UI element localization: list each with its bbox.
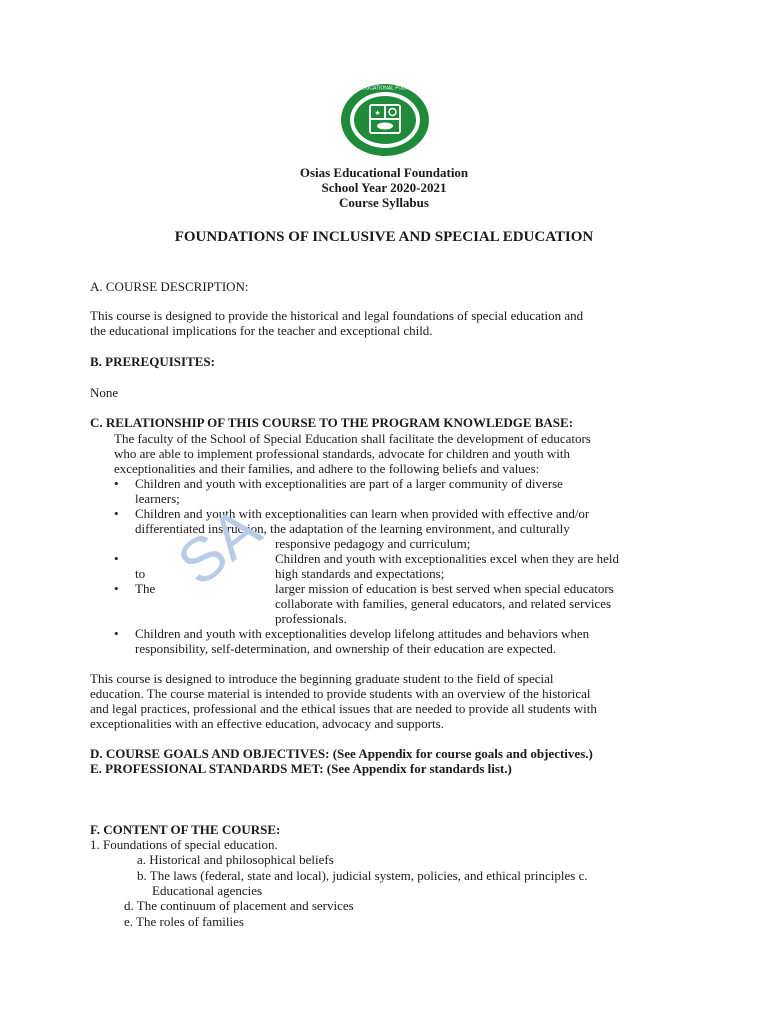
- bullet-2-line-3: responsive pedagogy and curriculum;: [275, 536, 471, 551]
- bullet-4-line-3: professionals.: [275, 611, 347, 626]
- section-f-heading: F. CONTENT OF THE COURSE:: [90, 822, 281, 837]
- content-item-b: b. The laws (federal, state and local), judicial system, policies, and ethical principles c.: [137, 868, 588, 883]
- section-b-heading: B. PREREQUISITES:: [90, 354, 215, 369]
- section-c-closing-4: exceptionalities with an effective education, advocacy and supports.: [90, 716, 444, 731]
- content-item-d: d. The continuum of placement and services: [124, 898, 354, 913]
- section-a-text-1: This course is designed to provide the historical and legal foundations of special education and: [90, 308, 584, 323]
- school-year: School Year 2020-2021: [321, 180, 447, 195]
- bullet-1-line-1: Children and youth with exceptionalities are part of a larger community of diverse: [135, 476, 563, 491]
- bullet-5-line-1: Children and youth with exceptionalities develop lifelong attitudes and behaviors when: [135, 626, 590, 641]
- content-item-a: a. Historical and philosophical beliefs: [137, 852, 334, 867]
- foundation-seal-logo: [339, 82, 431, 158]
- bullet-1-line-2: learners;: [135, 491, 180, 506]
- bullet-marker: •: [114, 476, 119, 491]
- section-c-closing-3: and legal practices, professional and the ethical issues that are needed to provide all students with: [90, 701, 597, 716]
- svg-text:★: ★: [374, 109, 381, 117]
- logo-text: OSIAS EDUCATIONAL FOUNDATION: [342, 85, 428, 92]
- org-name: Osias Educational Foundation: [299, 165, 469, 180]
- section-a-heading: A. COURSE DESCRIPTION:: [90, 279, 249, 294]
- sample-watermark: SA: [165, 493, 274, 600]
- bullet-3-to: to: [135, 566, 146, 581]
- bullet-4-line-2: collaborate with families, general educators, and related services: [275, 596, 612, 611]
- bullet-marker: •: [114, 506, 119, 521]
- bullet-marker: •: [114, 581, 119, 596]
- bullet-4-the: The: [135, 581, 156, 596]
- content-item-1: 1. Foundations of special education.: [90, 837, 278, 852]
- section-c-closing-2: education. The course material is intended to provide students with an overview of the historical: [90, 686, 591, 701]
- bullet-marker: •: [114, 551, 119, 566]
- bullet-marker: •: [114, 626, 119, 641]
- doc-type: Course Syllabus: [339, 195, 429, 210]
- content-item-b-cont: Educational agencies: [152, 883, 263, 898]
- content-item-e: e. The roles of families: [124, 914, 244, 929]
- section-d-line: D. COURSE GOALS AND OBJECTIVES: (See Appendix for course goals and objectives.): [90, 746, 593, 761]
- section-e-line: E. PROFESSIONAL STANDARDS MET: (See Appendix for standards list.): [90, 761, 512, 776]
- bullet-5-line-2: responsibility, self-determination, and ownership of their education are expected.: [135, 641, 557, 656]
- section-c-heading: C. RELATIONSHIP OF THIS COURSE TO THE PROGRAM KNOWLEDGE BASE:: [90, 415, 574, 430]
- section-c-intro-3: exceptionalities and their families, and adhere to the following beliefs and values:: [114, 461, 540, 476]
- page-title: FOUNDATIONS OF INCLUSIVE AND SPECIAL EDUCATION: [174, 229, 594, 245]
- section-a-text-2: the educational implications for the teacher and exceptional child.: [90, 323, 433, 338]
- bullet-4-line-1: larger mission of education is best served when special educators: [275, 581, 614, 596]
- section-c-intro-1: The faculty of the School of Special Education shall facilitate the development of educators: [114, 431, 591, 446]
- section-c-intro-2: who are able to implement professional standards, advocate for children and youth with: [114, 446, 570, 461]
- bullet-3-line-1: Children and youth with exceptionalities excel when they are held: [275, 551, 620, 566]
- section-c-closing-1: This course is designed to introduce the beginning graduate student to the field of special: [90, 671, 554, 686]
- bullet-2-line-1: Children and youth with exceptionalities can learn when provided with effective and/or: [135, 506, 590, 521]
- section-b-text: None: [90, 385, 119, 400]
- bullet-2-line-2: differentiated instruction, the adaptation of the learning environment, and culturally: [135, 521, 570, 536]
- bullet-3-line-2: high standards and expectations;: [275, 566, 445, 581]
